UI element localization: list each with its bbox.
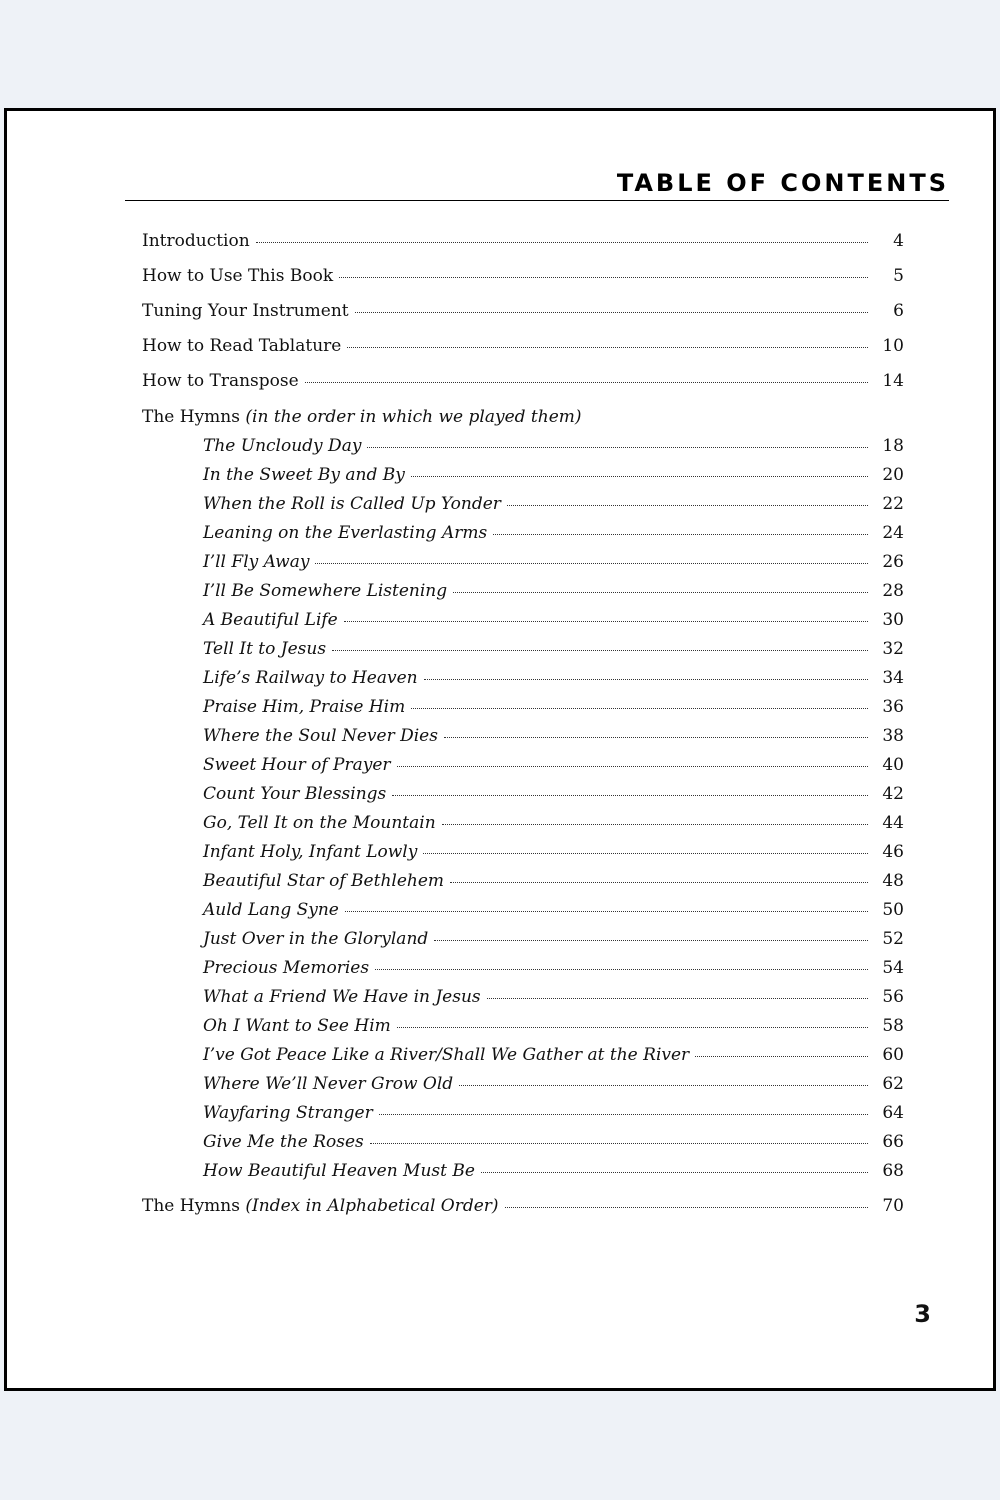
index-note: (Index in Alphabetical Order)	[245, 1196, 499, 1216]
dot-leader	[411, 476, 868, 477]
hymn-page: 62	[882, 1074, 904, 1094]
hymn-entry[interactable]	[203, 433, 904, 459]
hymn-page: 58	[882, 1016, 904, 1036]
dot-leader	[424, 679, 868, 680]
toc-entry-tuning[interactable]	[142, 298, 904, 324]
dot-leader	[332, 650, 868, 651]
hymn-entry[interactable]	[203, 607, 904, 633]
hymn-page: 44	[882, 813, 904, 833]
hymn-title: I’ve Got Peace Like a River/Shall We Gather at the River	[203, 1045, 690, 1065]
toc-entry-page: 4	[893, 231, 904, 251]
hymn-entry[interactable]	[203, 781, 904, 807]
toc-entry-title: How to Read Tablature	[142, 336, 342, 356]
hymn-title: Praise Him, Praise Him	[203, 697, 406, 717]
hymn-page: 18	[882, 436, 904, 456]
hymn-entry[interactable]	[203, 549, 904, 575]
dot-leader	[442, 824, 868, 825]
dot-leader	[481, 1172, 868, 1173]
dot-leader	[450, 882, 868, 883]
dot-leader	[256, 242, 868, 243]
hymn-page: 56	[882, 987, 904, 1007]
hymn-entry[interactable]	[203, 1042, 904, 1068]
hymn-page: 52	[882, 929, 904, 949]
hymn-title: When the Roll is Called Up Yonder	[203, 494, 501, 514]
toc-entry-title: How to Transpose	[142, 371, 299, 391]
hymn-entry[interactable]	[203, 636, 904, 662]
toc-entry-index[interactable]	[142, 1193, 904, 1219]
hymn-entry[interactable]	[203, 955, 904, 981]
hymn-title: Beautiful Star of Bethlehem	[203, 871, 445, 891]
hymn-title: Give Me the Roses	[203, 1132, 364, 1152]
hymn-entry[interactable]	[203, 520, 904, 546]
page-number: 3	[914, 1300, 931, 1328]
hymn-entry[interactable]	[203, 984, 904, 1010]
toc-entry-page: 10	[882, 336, 904, 356]
dot-leader	[375, 969, 868, 970]
hymn-page: 28	[882, 581, 904, 601]
hymn-page: 36	[882, 697, 904, 717]
hymn-entry[interactable]	[203, 491, 904, 517]
hymn-entry[interactable]	[203, 926, 904, 952]
hymn-page: 64	[882, 1103, 904, 1123]
hymn-entry[interactable]	[203, 694, 904, 720]
hymn-page: 22	[882, 494, 904, 514]
dot-leader	[434, 940, 868, 941]
hymn-title: Oh I Want to See Him	[203, 1016, 391, 1036]
hymn-title: How Beautiful Heaven Must Be	[203, 1161, 475, 1181]
toc-entry-page: 5	[893, 266, 904, 286]
dot-leader	[411, 708, 868, 709]
hymn-page: 34	[882, 668, 904, 688]
dot-leader	[367, 447, 868, 448]
toc-entry-tablature[interactable]	[142, 333, 904, 359]
hymn-title: Go, Tell It on the Mountain	[203, 813, 436, 833]
dot-leader	[355, 312, 868, 313]
dot-leader	[505, 1207, 868, 1208]
hymn-title: Where the Soul Never Dies	[203, 726, 438, 746]
dot-leader	[370, 1143, 868, 1144]
hymn-entry[interactable]	[203, 1100, 904, 1126]
toc-entry-title: Tuning Your Instrument	[142, 301, 349, 321]
hymn-title: What a Friend We Have in Jesus	[203, 987, 481, 1007]
hymn-entry[interactable]	[203, 723, 904, 749]
toc-entry-page: 6	[893, 301, 904, 321]
dot-leader	[379, 1114, 868, 1115]
dot-leader	[493, 534, 868, 535]
toc-entry-title	[142, 1193, 499, 1219]
toc-entry-page: 14	[882, 371, 904, 391]
hymn-page: 40	[882, 755, 904, 775]
hymn-title: Just Over in the Gloryland	[203, 929, 429, 949]
hymn-page: 30	[882, 610, 904, 630]
hymn-title: Tell It to Jesus	[203, 639, 327, 659]
toc-entry-title: Introduction	[142, 231, 250, 251]
dot-leader	[397, 1027, 868, 1028]
dot-leader	[392, 795, 868, 796]
dot-leader	[507, 505, 868, 506]
hymn-page: 32	[882, 639, 904, 659]
hymn-page: 60	[882, 1045, 904, 1065]
hymn-page: 50	[882, 900, 904, 920]
dot-leader	[305, 382, 868, 383]
toc-entry-introduction[interactable]	[142, 228, 904, 254]
dot-leader	[459, 1085, 868, 1086]
page-title: TABLE OF CONTENTS	[616, 169, 949, 197]
toc-entry-transpose[interactable]	[142, 368, 904, 394]
hymns-section-heading	[142, 404, 582, 430]
dot-leader	[487, 998, 868, 999]
dot-leader	[315, 563, 868, 564]
hymn-page: 68	[882, 1161, 904, 1181]
hymn-page: 54	[882, 958, 904, 978]
hymn-title: I’ll Fly Away	[203, 552, 310, 572]
dot-leader	[397, 766, 868, 767]
hymn-entry[interactable]	[203, 752, 904, 778]
toc-entry-how-to-use[interactable]	[142, 263, 904, 289]
hymn-title: In the Sweet By and By	[203, 465, 405, 485]
hymn-entry[interactable]	[203, 839, 904, 865]
hymn-entry[interactable]	[203, 665, 904, 691]
hymn-entry[interactable]	[203, 1013, 904, 1039]
hymn-title: I’ll Be Somewhere Listening	[203, 581, 448, 601]
dot-leader	[345, 911, 868, 912]
hymn-entry[interactable]	[203, 1071, 904, 1097]
dot-leader	[339, 277, 868, 278]
hymn-page: 20	[882, 465, 904, 485]
hymn-page: 66	[882, 1132, 904, 1152]
hymn-title: Where We’ll Never Grow Old	[203, 1074, 454, 1094]
dot-leader	[344, 621, 868, 622]
toc-entry-page: 70	[882, 1196, 904, 1216]
hymn-title: A Beautiful Life	[203, 610, 338, 630]
hymn-title: Count Your Blessings	[203, 784, 387, 804]
hymn-entry[interactable]	[203, 1129, 904, 1155]
hymn-entry[interactable]	[203, 1158, 904, 1184]
hymn-title: Auld Lang Syne	[203, 900, 339, 920]
hymn-page: 38	[882, 726, 904, 746]
title-rule	[125, 200, 949, 201]
section-label: The Hymns	[142, 407, 240, 427]
hymn-title: Infant Holy, Infant Lowly	[203, 842, 418, 862]
toc-entry-title: How to Use This Book	[142, 266, 334, 286]
dot-leader	[444, 737, 868, 738]
hymn-page: 24	[882, 523, 904, 543]
dot-leader	[423, 853, 868, 854]
hymn-page: 42	[882, 784, 904, 804]
hymn-title: Leaning on the Everlasting Arms	[203, 523, 488, 543]
section-note: (in the order in which we played them)	[245, 407, 582, 427]
hymn-title: Life’s Railway to Heaven	[203, 668, 418, 688]
hymn-page: 48	[882, 871, 904, 891]
hymn-entry[interactable]	[203, 810, 904, 836]
hymn-title: The Uncloudy Day	[203, 436, 362, 456]
hymn-page: 46	[882, 842, 904, 862]
dot-leader	[453, 592, 868, 593]
hymn-title: Sweet Hour of Prayer	[203, 755, 391, 775]
index-label: The Hymns	[142, 1196, 240, 1216]
hymn-entry[interactable]	[203, 578, 904, 604]
hymn-title: Wayfaring Stranger	[203, 1103, 373, 1123]
hymn-entry[interactable]	[203, 897, 904, 923]
dot-leader	[695, 1056, 868, 1057]
hymn-entry[interactable]	[203, 868, 904, 894]
hymn-entry[interactable]	[203, 462, 904, 488]
hymn-page: 26	[882, 552, 904, 572]
dot-leader	[347, 347, 868, 348]
hymn-title: Precious Memories	[203, 958, 370, 978]
toc-page	[4, 108, 996, 1391]
